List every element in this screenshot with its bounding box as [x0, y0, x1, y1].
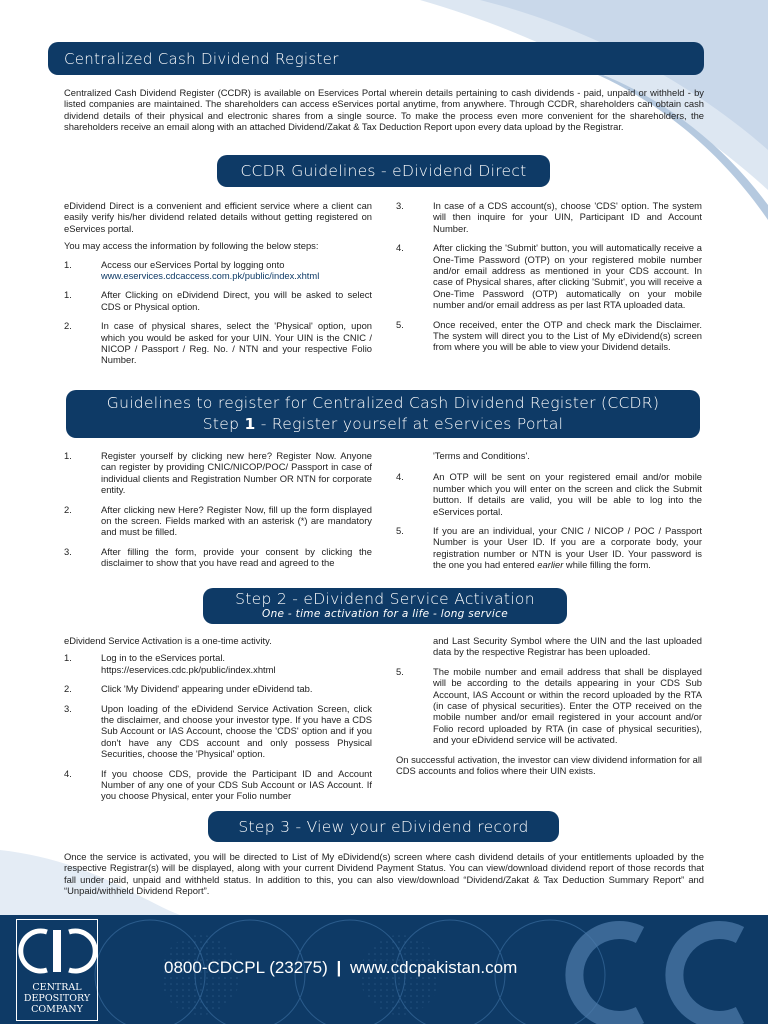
eservices-link[interactable]: www.eservices.cdcaccess.com.pk/public/index.xhtml — [101, 270, 320, 282]
guidelines-left-column — [64, 200, 372, 374]
step1-title: Guidelines to register for Centralized Cash Dividend Register (CCDR) — [106, 394, 660, 412]
step1-banner — [66, 390, 700, 438]
guidelines-steps-right — [396, 200, 702, 353]
step1-subtitle: Step 1 - Register yourself at eServices Portal — [202, 415, 564, 433]
guidelines-right-column — [396, 200, 702, 361]
cdc-logo-icon — [17, 920, 97, 982]
step2-continuation: and Last Security Symbol where the UIN and the last uploaded data by the respective Registrar has been uploaded. — [433, 635, 702, 658]
cdc-logo — [16, 919, 98, 1021]
list-item: 3. Upon loading of the eDividend Service Activation Screen, click the disclaimer, and choose your investor type. If you have a CDS Sub Account or IAS Account, choose the 'CDS' option and if you don't have any CDS account and only possess Physical Securities, choose the 'Physical' option. — [64, 702, 372, 760]
phone-number[interactable]: 0800-CDCPL (23275) — [164, 958, 328, 977]
list-item: 1. Register yourself by clicking new here? Register Now. Anyone can register by providing CNIC/NICOP/POC/ Passport in case of individual clients and Registration Number OR NTN for corporate entity. — [64, 450, 372, 496]
logo-wordmark: CENTRAL DEPOSITORY COMPANY — [23, 982, 91, 1015]
step2-left-column — [64, 635, 372, 810]
step2-subtitle: One - time activation for a life - long service — [262, 608, 508, 620]
step1-right-column — [396, 450, 702, 579]
list-item: 5. If you are an individual, your CNIC / NICOP / POC / Passport Number is your User ID. If you are a corporate body, your registration number or NTN is your User ID. Your password is the one you had entered earlier while filling the form. — [396, 525, 702, 571]
guidelines-steps-left — [64, 259, 372, 366]
step2-banner — [203, 588, 567, 624]
step2-title: Step 2 - eDividend Service Activation — [235, 590, 535, 608]
list-item: 2. After clicking new Here? Register Now, fill up the form displayed on the screen. Fields marked with an asterisk (*) are mandatory and must be filled. — [64, 503, 372, 538]
list-item: 2. Click 'My Dividend' appearing under eDividend tab. — [64, 683, 313, 695]
step1-left-column — [64, 450, 372, 577]
step2-right-column — [396, 635, 702, 776]
guidelines-title: CCDR Guidelines - eDividend Direct — [240, 162, 527, 180]
list-item: 2. In case of physical shares, select the 'Physical' option, upon which you would be asked for your UIN. Your UIN is the CNIC / NICOP / Passport / Reg. No. / NTN and your respective Folio Number. — [64, 320, 372, 366]
list-item: 3. After filling the form, provide your consent by clicking the disclaimer to show that you have read and agreed to the — [64, 545, 372, 569]
step2-intro: eDividend Service Activation is a one-time activity. — [64, 635, 272, 646]
list-item: 4. An OTP will be sent on your registered email and/or mobile number which you will enter on the screen and click the Submit button. If details are valid, you will be able to log into the eServices portal. — [396, 471, 702, 517]
step3-paragraph: Once the service is activated, you will be directed to List of My eDividend(s) screen where cash dividend details of your entitlements uploaded by the respective Registrar(s) will be displayed, along with your current Dividend Payment Status. You can view/download dividend report of those records that fall under paid, unpaid and withheld status. In addition to this, you can also view/download “Dividend/Zakat & Tax Deduction Summary Report” and “Unpaid/withheld Dividend Report”. — [64, 851, 704, 897]
website-link[interactable]: www.cdcpakistan.com — [350, 958, 518, 977]
list-item: 1. Log in to the eServices portal. https://eservices.cdc.pk/public/index.xhtml — [64, 652, 276, 675]
list-item: 4. If you choose CDS, provide the Participant ID and Account Number of any one of your CDS Sub Account or IAS Account. If you choose Physical, enter your Folio number — [64, 767, 372, 802]
list-item: 5. Once received, enter the OTP and check mark the Disclaimer. The system will direct you to the List of My eDividend(s) screen from where you will be able to view your Dividend details. — [396, 318, 702, 353]
step3-banner — [208, 811, 559, 842]
eservices-url[interactable]: https://eservices.cdc.pk/public/index.xhtml — [101, 663, 276, 675]
list-item: 3. In case of a CDS account(s), choose 'CDS' option. The system will then inquire for your UIN, Participant ID and Account Number. — [396, 200, 702, 234]
step1-continuation: 'Terms and Conditions'. — [433, 450, 530, 461]
step3-title: Step 3 - View your eDividend record — [238, 817, 529, 836]
footer-contact — [164, 958, 517, 978]
separator: | — [336, 958, 342, 977]
list-item: 5. The mobile number and email address that shall be displayed will be according to the details appearing in your CDS Sub Account, IAS Account or within the record uploaded by the RTA (in case of physical securities). Enter the OTP received on the mobile number and/or email registered in your account and/or Folio record uploaded by RTA (in case of physical securities), and your eDividend service will be activated. — [396, 665, 702, 746]
guidelines-steps-intro: You may access the information by following the below steps: — [64, 240, 319, 252]
list-item: 1. Access our eServices Portal by logging onto www.eservices.cdcaccess.com.pk/public/index.xhtml — [64, 258, 320, 282]
guidelines-banner — [217, 155, 550, 187]
step2-closing: On successful activation, the investor can view dividend information for all CDS accounts and folios where their UIN exists. — [396, 753, 702, 777]
list-item: 1. After Clicking on eDividend Direct, you will be asked to select CDS or Physical option. — [64, 289, 372, 312]
guidelines-intro: eDividend Direct is a convenient and efficient service where a client can easily verify his/her dividend related details without getting registered on eServices portal. — [64, 200, 372, 234]
list-item: 4. After clicking the 'Submit' button, you will automatically receive a One-Time Password (OTP) on your registered mobile number and/or email address as mentioned in your CDS account. In case of Physical shares, after clicking 'Submit', you will receive a One-Time Password (OTP) automatically on your mobile number and/or email address as per last RTA uploaded data. — [396, 242, 702, 311]
header-banner — [48, 42, 704, 75]
intro-paragraph: Centralized Cash Dividend Register (CCDR) is available on Eservices Portal wherein details pertaining to cash dividends - paid, unpaid or withheld - by listed companies are maintained. The shareholders can access eServices portal anytime, from anywhere. Through CCDR, shareholders can obtain cash dividend details of their physical and electronic shares from a single source. To make the process even more convenient for the shareholders, the shareholders receive an email along with an attached Dividend/Zakat & Tax Deduction Report upon every data upload by the Registrar. — [64, 87, 704, 133]
page-title: Centralized Cash Dividend Register — [64, 49, 339, 68]
